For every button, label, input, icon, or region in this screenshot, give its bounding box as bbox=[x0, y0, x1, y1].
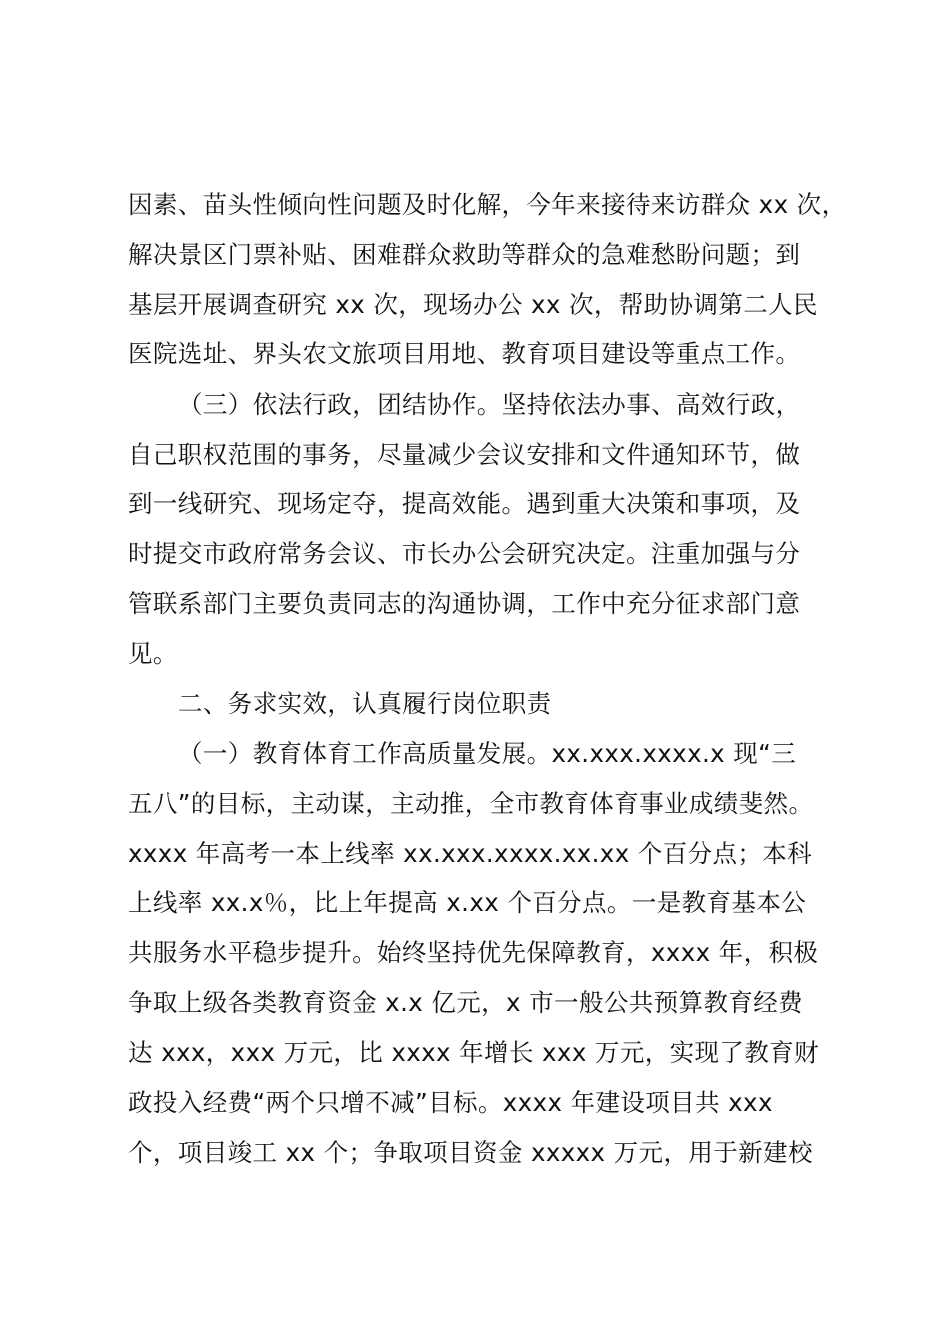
text-line: 因素、苗头性倾向性问题及时化解，今年来接待来访群众 xx 次， bbox=[128, 190, 847, 219]
text-line: 见。 bbox=[128, 639, 178, 668]
text-line: 医院选址、界头农文旅项目用地、教育项目建设等重点工作。 bbox=[128, 339, 801, 368]
text-line: 解决景区门票补贴、困难群众救助等群众的急难愁盼问题；到 bbox=[128, 240, 801, 269]
text-line: 五八”的目标，主动谋，主动推，全市教育体育事业成绩斐然。 bbox=[128, 789, 814, 818]
text-line: （一）教育体育工作高质量发展。xx.xxx.xxxx.x 现“三 bbox=[178, 739, 797, 768]
text-line: 上线率 xx.x％，比上年提高 x.xx 个百分点。一是教育基本公 bbox=[128, 888, 807, 917]
text-line: （三）依法行政，团结协作。坚持依法办事、高效行政， bbox=[178, 390, 801, 419]
section-heading: 二、务求实效，认真履行岗位职责 bbox=[178, 689, 552, 718]
text-line: 到一线研究、现场定夺，提高效能。遇到重大决策和事项，及 bbox=[128, 489, 801, 518]
text-line: 管联系部门主要负责同志的沟通协调，工作中充分征求部门意 bbox=[128, 589, 801, 618]
text-line: xxxx 年高考一本上线率 xx.xxx.xxxx.xx.xx 个百分点；本科 bbox=[128, 839, 813, 868]
text-line: 基层开展调查研究 xx 次，现场办公 xx 次，帮助协调第二人民 bbox=[128, 290, 818, 319]
text-line: 达 xxx，xxx 万元，比 xxxx 年增长 xxx 万元，实现了教育财 bbox=[128, 1038, 820, 1067]
text-line: 共服务水平稳步提升。始终坚持优先保障教育，xxxx 年，积极 bbox=[128, 938, 819, 967]
text-line: 政投入经费“两个只增不减”目标。xxxx 年建设项目共 xxx bbox=[128, 1088, 773, 1117]
text-line: 自己职权范围的事务，尽量减少会议安排和文件通知环节，做 bbox=[128, 440, 801, 469]
text-line: 时提交市政府常务会议、市长办公会研究决定。注重加强与分 bbox=[128, 539, 801, 568]
text-line: 个，项目竣工 xx 个；争取项目资金 xxxxx 万元，用于新建校 bbox=[128, 1138, 813, 1167]
text-line: 争取上级各类教育资金 x.x 亿元，x 市一般公共预算教育经费 bbox=[128, 988, 804, 1017]
